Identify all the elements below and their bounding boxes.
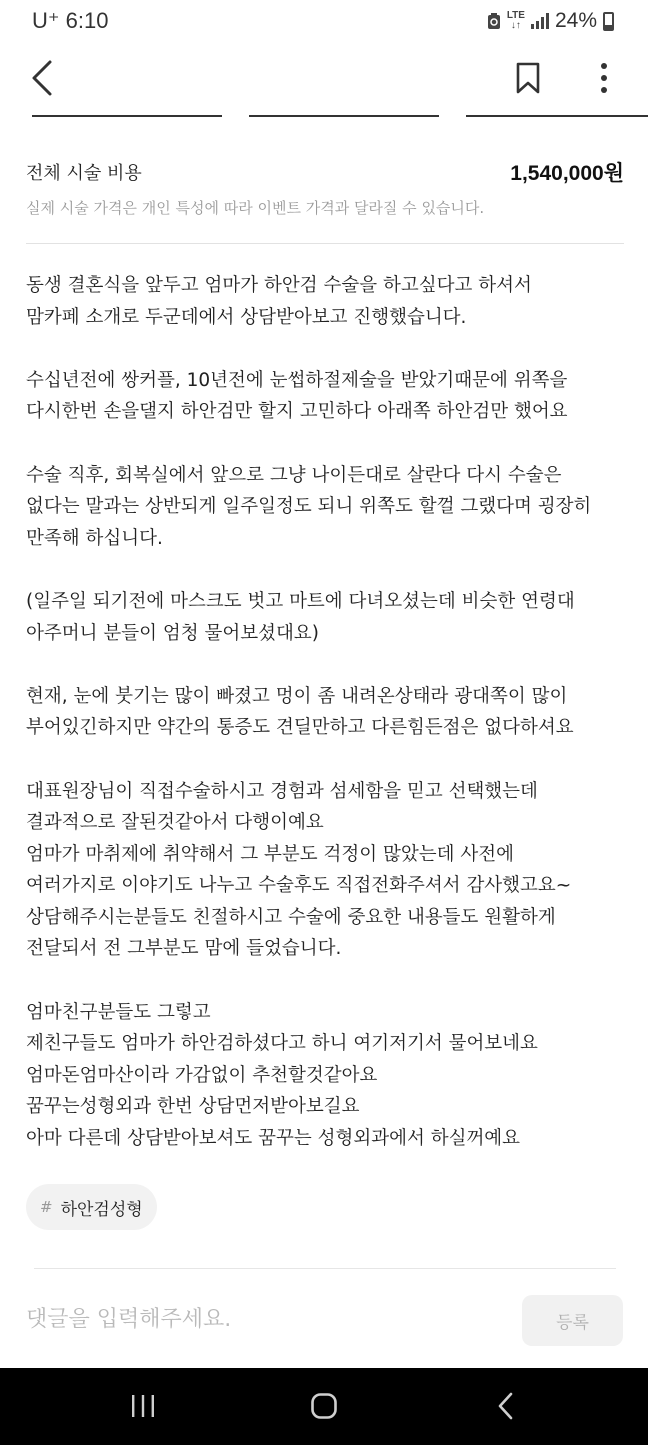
scrolled-tab-indicators xyxy=(0,115,648,117)
cost-disclaimer: 실제 시술 가격은 개인 특성에 따라 이벤트 가격과 달라질 수 있습니다. xyxy=(26,199,485,217)
paragraph-gap xyxy=(26,649,626,681)
system-back-icon xyxy=(497,1392,515,1420)
review-line: 제친구들도 엄마가 하안검하셨다고 하니 여기저기서 물어보네요 xyxy=(26,1033,538,1055)
review-line: 여러가지로 이야기도 나누고 수술후도 직접전화주셔서 감사했고요~ xyxy=(26,875,572,897)
review-line: 다시한번 손을댈지 하안검만 할지 고민하다 아래쪽 하안검만 했어요 xyxy=(26,401,568,423)
carrier-time: U⁺ 6:10 xyxy=(32,8,109,33)
comment-submit-button[interactable]: 등록 xyxy=(522,1295,623,1346)
review-line: 부어있긴하지만 약간의 통증도 견딜만하고 다른힘든점은 없다하셔요 xyxy=(26,717,574,739)
review-line: 대표원장님이 직접수술하시고 경험과 섬세함을 믿고 선택했는데 xyxy=(26,780,538,802)
review-line: 없다는 말과는 상반되게 일주일정도 되니 위쪽도 할껄 그랬다며 굉장히 xyxy=(26,496,592,518)
paragraph-gap xyxy=(26,333,626,365)
total-cost-value: 1,540,000원 xyxy=(510,162,624,185)
review-line: 아마 다른데 상담받아보셔도 꿈꾸는 성형외과에서 하실꺼예요 xyxy=(26,1128,521,1150)
signal-icon xyxy=(531,13,549,29)
review-line: 꿈꾸는성형외과 한번 상담먼저받아보길요 xyxy=(26,1096,360,1118)
recycle-battery-icon xyxy=(487,12,501,30)
more-vertical-icon xyxy=(600,62,608,94)
battery-percent: 24% xyxy=(554,9,597,32)
recent-apps-icon xyxy=(130,1394,156,1418)
back-button[interactable] xyxy=(20,56,64,100)
review-line: 현재, 눈에 붓기는 많이 빠졌고 멍이 좀 내려온상태라 광대쪽이 많이 xyxy=(26,685,568,707)
review-line: 수술 직후, 회복실에서 앞으로 그냥 나이든대로 살란다 다시 수술은 xyxy=(26,464,562,486)
lte-indicator xyxy=(507,11,525,31)
system-nav-bar xyxy=(0,1368,648,1445)
status-icons xyxy=(487,9,614,33)
top-nav xyxy=(0,44,648,114)
comment-input[interactable]: 댓글을 입력해주세요. xyxy=(26,1307,232,1332)
home-button[interactable] xyxy=(304,1388,344,1424)
paragraph-gap xyxy=(26,965,626,997)
review-line: 엄마친구분들도 그렇고 xyxy=(26,1001,211,1023)
system-back-button[interactable] xyxy=(486,1388,526,1424)
review-line: 엄마돈엄마산이라 가감없이 추천할것같아요 xyxy=(26,1064,378,1086)
total-cost-label: 전체 시술 비용 xyxy=(26,163,142,184)
review-line: 전달되서 전 그부분도 맘에 들었습니다. xyxy=(26,938,342,960)
recent-apps-button[interactable] xyxy=(123,1388,163,1424)
tab-underline xyxy=(249,115,439,117)
review-line: 맘카페 소개로 두군데에서 상담받아보고 진행했습니다. xyxy=(26,306,467,328)
hashtag-label: 하안검성형 xyxy=(60,1199,143,1220)
review-line: 아주머니 분들이 엄청 물어보셨대요) xyxy=(26,622,319,644)
battery-icon xyxy=(603,12,614,31)
section-divider xyxy=(26,243,624,244)
status-bar xyxy=(0,0,648,44)
back-arrow-icon xyxy=(30,59,54,97)
review-line: 결과적으로 잘된것같아서 다행이예요 xyxy=(26,812,324,834)
review-line: (일주일 되기전에 마스크도 벗고 마트에 다녀오셨는데 비슷한 연령대 xyxy=(26,590,575,612)
review-line: 동생 결혼식을 앞두고 엄마가 하안검 수술을 하고싶다고 하셔서 xyxy=(26,275,532,296)
paragraph-gap xyxy=(26,554,626,586)
review-line: 만족해 하십니다. xyxy=(26,527,163,549)
tab-underline xyxy=(466,115,648,117)
hash-icon: # xyxy=(40,1198,53,1216)
review-body xyxy=(26,270,626,1155)
paragraph-gap xyxy=(26,428,626,460)
paragraph-gap xyxy=(26,744,626,776)
lte-label: LTE xyxy=(506,10,525,21)
review-line: 상담해주시는분들도 친절하시고 수술에 중요한 내용들도 원활하게 xyxy=(26,906,556,928)
home-icon xyxy=(310,1392,338,1420)
bookmark-button[interactable] xyxy=(506,56,550,100)
comment-divider xyxy=(34,1268,616,1269)
review-line: 수십년전에 쌍커플, 10년전에 눈썹하절제술을 받았기때문에 위쪽을 xyxy=(26,369,568,391)
bookmark-icon xyxy=(515,62,541,94)
review-line: 엄마가 마취제에 취약해서 그 부분도 걱정이 많았는데 사전에 xyxy=(26,843,514,865)
lte-arrows: ↓↑ xyxy=(510,20,521,31)
hashtag-chip[interactable] xyxy=(26,1184,157,1230)
more-button[interactable] xyxy=(582,56,626,100)
tab-underline xyxy=(32,115,222,117)
